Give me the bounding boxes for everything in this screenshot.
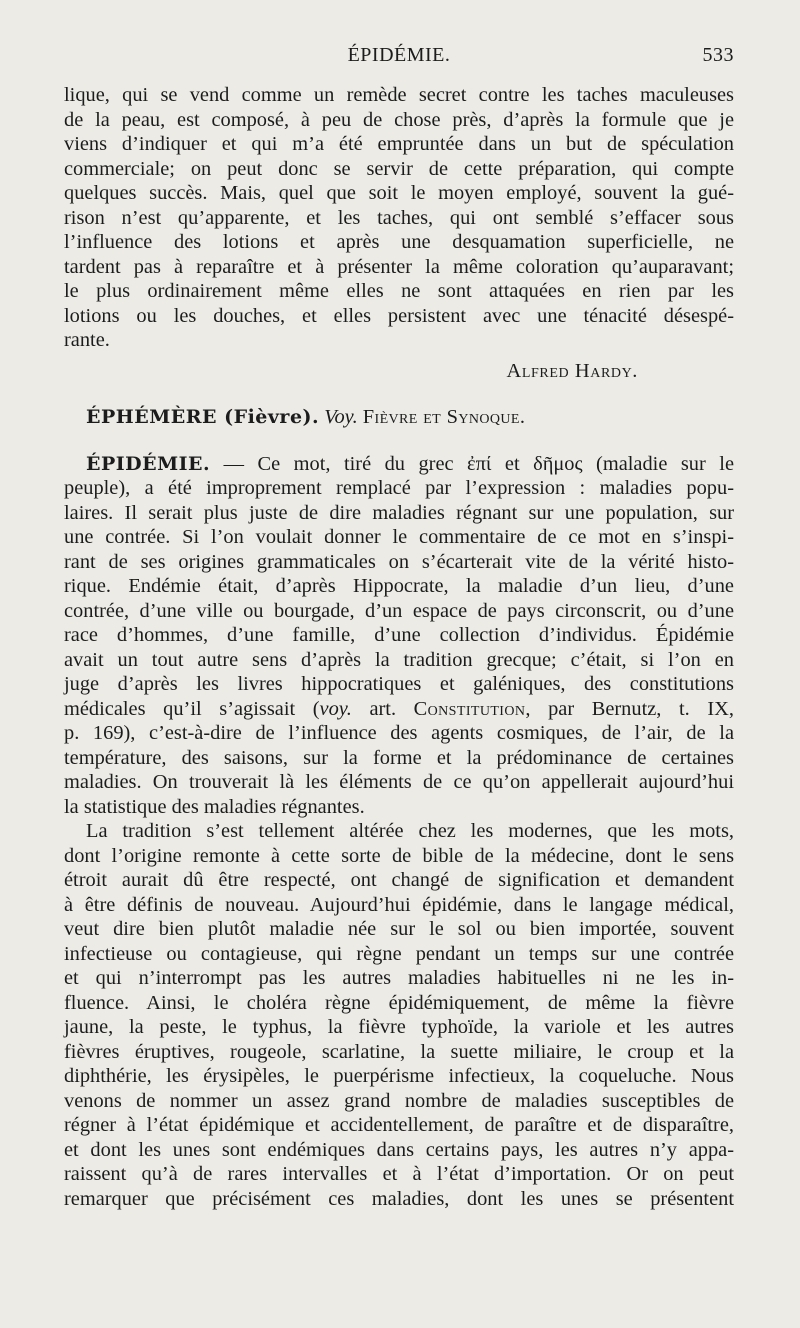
text-line: médicales qu’il s’agissait (voy. art. Constitution, par Bernutz, t. IX,: [64, 697, 734, 720]
text-line: veut dire bien plutôt maladie née sur le sol ou bien importée, souvent: [64, 918, 734, 940]
headword: ÉPHÉMÈRE (Fièvre).: [86, 406, 320, 428]
text-line: fluence. Ainsi, le choléra règne épidémiquement, de même la fièvre: [64, 991, 734, 1014]
epidemie-paragraph-1: [64, 452, 734, 820]
text-line: fièvres éruptives, rougeole, scarlatine, la suette miliaire, le croup et la: [64, 1040, 734, 1063]
author-signature: Alfred Hardy.: [506, 359, 638, 382]
text-line: à être définis de nouveau. Aujourd’hui épidémie, dans le langage médical,: [64, 893, 734, 916]
running-header: [64, 44, 734, 74]
text-line: l’influence des lotions et après une desquamation superficielle, ne: [64, 231, 734, 253]
text-line: jaune, la peste, le typhus, la fièvre typhoïde, la variole et les autres: [64, 1016, 734, 1038]
text-line: et dont les unes sont endémiques dans certains pays, les autres n’y appa-: [64, 1138, 734, 1161]
text-line: remarquer que précisément ces maladies, dont les unes se présentent: [64, 1187, 734, 1210]
text-line: et qui n’interrompt pas les autres maladies habituelles ni ne les in-: [64, 967, 734, 989]
text-line: viens d’indiquer et qui m’a été empruntée dans un but de spéculation: [64, 133, 734, 155]
hardy-paragraph: [64, 83, 734, 353]
text-line: contrée, d’une ville ou bourgade, d’un espace de pays circonscrit, ou d’une: [64, 599, 734, 622]
text-line: juge d’après les livres hippocratiques et galéniques, des constitutions: [64, 673, 734, 695]
page-body: [64, 83, 734, 1211]
text-line: laires. Il serait plus juste de dire maladies régnant sur une population, sur: [64, 501, 734, 524]
text-line: rique. Endémie était, d’après Hippocrate, la maladie d’un lieu, d’une: [64, 575, 734, 597]
text-line: rant de ses origines grammaticales on s’écarterait vite de la vérité histo-: [64, 550, 734, 573]
running-title: ÉPIDÉMIE.: [347, 44, 451, 66]
text-line: dont l’origine remonte à cette sorte de bible de la médecine, dont le sens: [64, 844, 734, 867]
text-line: étroit aurait dû être respecté, ont changé de signification et demandent: [64, 869, 734, 891]
cross-reference: Fièvre et Synoque.: [362, 406, 526, 428]
text-line: infectieuse ou contagieuse, qui règne pendant un temps sur une contrée: [64, 942, 734, 965]
voy-label: voy.: [319, 697, 352, 720]
text-line: maladies. On trouverait là les éléments de ce qu’on appellerait aujourd’hui: [64, 771, 734, 793]
text-line: la statistique des maladies régnantes.: [64, 795, 365, 818]
text-line: diphthérie, les érysipèles, le puerpérisme infectieux, la coqueluche. Nous: [64, 1065, 734, 1087]
text-line: ÉPIDÉMIE. — Ce mot, tiré du grec ἐπί et δῆμος (maladie sur le: [86, 452, 734, 475]
text-line: quelques succès. Mais, quel que soit le moyen employé, souvent la gué-: [64, 182, 734, 204]
ephemere-entry: [64, 405, 734, 430]
text-line: avait un tout autre sens d’après la tradition grecque; c’était, si l’on en: [64, 648, 734, 671]
text-line: lotions ou les douches, et elles persistent avec une ténacité désespé-: [64, 304, 734, 327]
headword: ÉPIDÉMIE.: [86, 452, 211, 475]
text-line: p. 169), c’est-à-dire de l’influence des agents cosmiques, de l’air, de la: [64, 722, 734, 744]
text-line: La tradition s’est tellement altérée chez les modernes, que les mots,: [86, 820, 734, 842]
text-line: race d’hommes, d’une famille, d’une collection d’individus. Épidémie: [64, 624, 734, 646]
text-line: lique, qui se vend comme un remède secret contre les taches maculeuses: [64, 84, 734, 106]
text-line: peuple), a été improprement remplacé par l’expression : maladies popu-: [64, 477, 734, 499]
cross-reference: Constitution: [413, 697, 526, 720]
text-line: tardent pas à reparaître et à présenter la même coloration qu’auparavant;: [64, 255, 734, 278]
text-line: venons de nommer un assez grand nombre de maladies susceptibles de: [64, 1089, 734, 1112]
page-number: 533: [702, 44, 734, 66]
text-line: rison n’est qu’apparente, et les taches, qui ont semblé s’effacer sous: [64, 206, 734, 229]
voy-label: Voy.: [324, 406, 358, 428]
text-line: le plus ordinairement même elles ne sont attaquées en rien par les: [64, 280, 734, 302]
text-line: régner à l’état épidémique et accidentellement, de paraître et de disparaître,: [64, 1114, 734, 1136]
text-line: commerciale; on peut donc se servir de cette préparation, qui compte: [64, 157, 734, 180]
text-line: une contrée. Si l’on voulait donner le commentaire de ce mot en s’inspi-: [64, 526, 734, 548]
text-line: raissent qu’à de rares intervalles et à l’état d’importation. Or on peut: [64, 1163, 734, 1185]
epidemie-paragraph-2: [64, 819, 734, 1211]
text-line: de la peau, est composé, à peu de chose près, d’après la formule que je: [64, 108, 734, 131]
text-line: rante.: [64, 329, 110, 351]
text-line: température, des saisons, sur la forme et la prédominance de certaines: [64, 746, 734, 769]
